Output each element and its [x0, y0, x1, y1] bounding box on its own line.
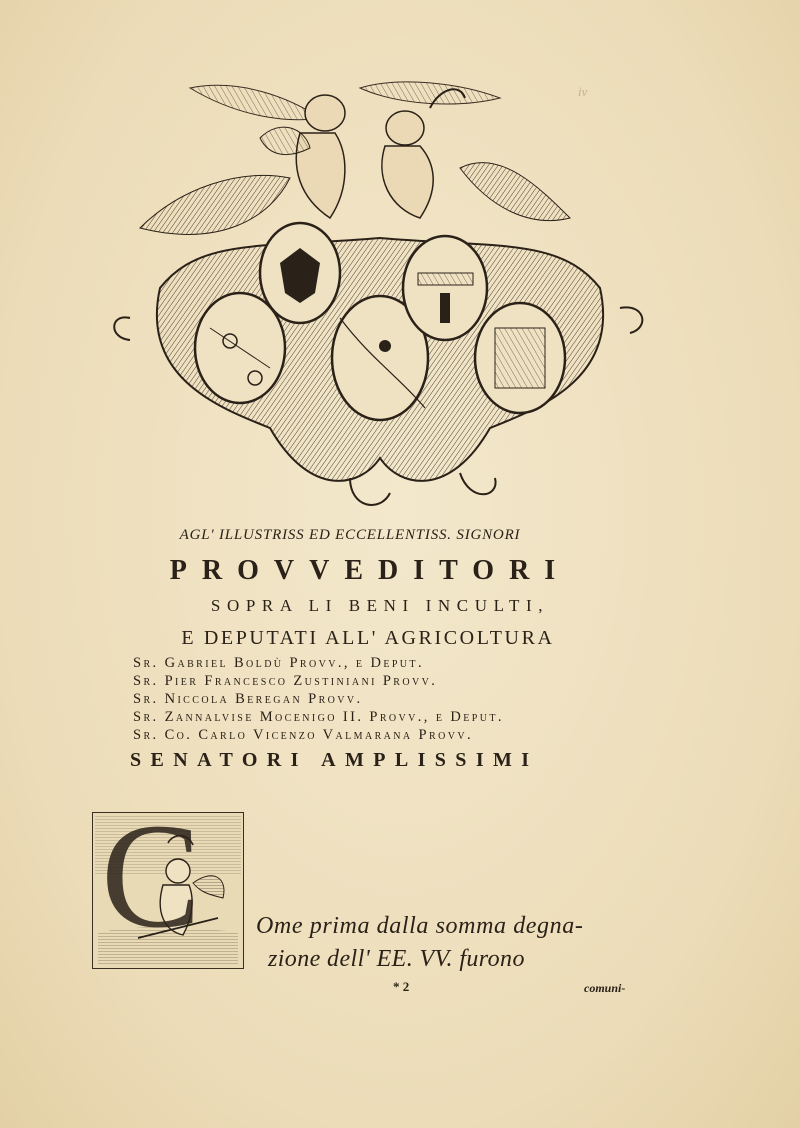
page-number: iv	[578, 84, 588, 99]
closing-line: SENATORI AMPLISSIMI	[130, 749, 539, 771]
page-title: PROVVEDITORI	[169, 555, 571, 586]
senator-line: Sr. Zannalvise Mocenigo II. Provv., e Deput.	[133, 709, 504, 725]
catchword: comuni-	[584, 981, 626, 995]
body-text-line-1: Ome prima dalla somma degna-	[256, 913, 584, 939]
senator-line: Sr. Pier Francesco Zustiniani Provv.	[133, 673, 438, 689]
senator-line: Sr. Gabriel Boldù Provv., e Deput.	[133, 655, 424, 671]
subtitle-line-1: SOPRA LI BENI INCULTI,	[210, 596, 550, 615]
decorated-initial	[92, 793, 244, 969]
signature-mark: * 2	[393, 979, 410, 994]
senators-list	[133, 654, 663, 744]
senator-line: Sr. Co. Carlo Vicenzo Valmarana Provv.	[133, 727, 473, 743]
senator-line: Sr. Niccola Beregan Provv.	[133, 691, 363, 707]
dedication-line: AGL' ILLUSTRISS ED ECCELLENTISS. SIGNORI	[179, 527, 521, 543]
body-text-line-2: zione dell' EE. VV. furono	[268, 946, 525, 972]
initial-letter: C	[101, 793, 202, 959]
heraldic-crest-icon	[100, 78, 660, 518]
subtitle-line-2: E DEPUTATI ALL' AGRICOLTURA	[181, 627, 555, 649]
